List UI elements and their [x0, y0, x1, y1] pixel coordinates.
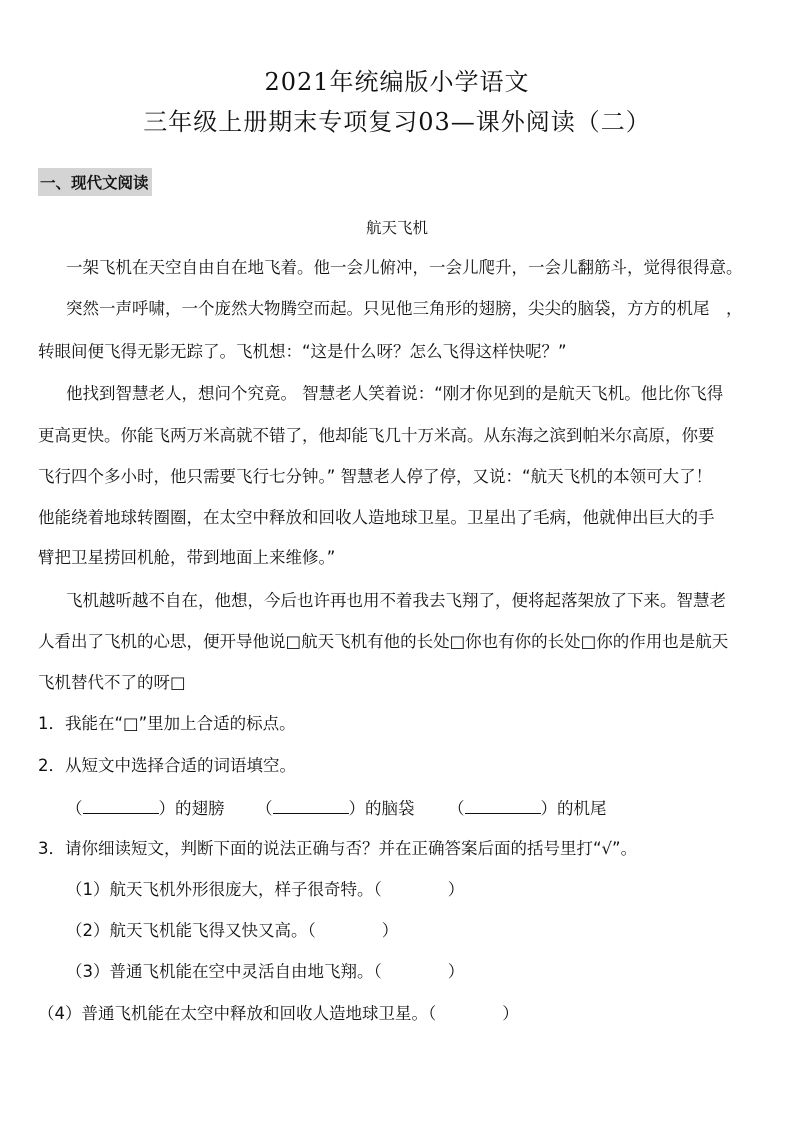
fill-blank-item: （ ）的机尾 [448, 799, 607, 818]
story-line: 他找到智慧老人，想问个究竟。 智慧老人笑着说：“刚才你见到的是航天飞机。他比你飞得 [66, 384, 724, 403]
document-title-line2: 三年级上册期末专项复习03—课外阅读（二） [143, 108, 651, 136]
story-line: 臂把卫星捞回机舱，带到地面上来维修。” [38, 548, 336, 567]
story-line: 飞机替代不了的呀□ [38, 673, 186, 692]
story-line: 突然一声呼啸，一个庞然大物腾空而起。只见他三角形的翅膀，尖尖的脑袋，方方的机尾 ， [66, 299, 743, 318]
question-1: 1．我能在“□”里加上合适的标点。 [38, 714, 296, 733]
story-line: 更高更快。你能飞两万米高就不错了，他却能飞几十万米高。从东海之滨到帕米尔高原，你要 [38, 426, 715, 445]
judgement-item[interactable]: （2）航天飞机能飞得又快又高。（ ） [66, 921, 399, 940]
fill-blank-item: （ ）的翅膀 [66, 799, 225, 818]
question-3: 3．请你细读短文，判断下面的说法正确与否？并在正确答案后面的括号里打“√”。 [38, 839, 638, 858]
story-title: 航天飞机 [365, 219, 428, 237]
story-line: 一架飞机在天空自由自在地飞着。他一会儿俯冲，一会儿爬升，一会儿翻筋斗，觉得很得意。 [66, 258, 743, 277]
judgement-item[interactable]: （4）普通飞机能在太空中释放和回收人造地球卫星。（ ） [38, 1004, 519, 1023]
answer-blank[interactable] [83, 797, 159, 814]
story-line: 转眼间便飞得无影无踪了。飞机想：“这是什么呀？怎么飞得这样快呢？” [38, 342, 567, 361]
answer-blank[interactable] [465, 797, 541, 814]
story-line: 飞机越听越不自在，他想，今后也许再也用不着我去飞翔了，便将起落架放了下来。智慧老 [66, 591, 726, 610]
answer-blank[interactable] [273, 797, 349, 814]
story-line: 他能绕着地球转圈圈，在太空中释放和回收人造地球卫星。卫星出了毛病，他就伸出巨大的手 [38, 508, 715, 527]
document-title-line1: 2021年统编版小学语文 [264, 68, 530, 96]
question-2: 2．从短文中选择合适的词语填空。 [38, 756, 296, 775]
section-heading: 一、现代文阅读 [38, 168, 152, 196]
judgement-item[interactable]: （3）普通飞机能在空中灵活自由地飞翔。（ ） [66, 962, 465, 981]
fill-blank-item: （ ）的脑袋 [256, 799, 415, 818]
story-line: 人看出了飞机的心思，便开导他说□航天飞机有他的长处□你也有你的长处□你的作用也是航天 [38, 632, 729, 651]
story-line: 飞行四个多小时，他只需要飞行七分钟。” 智慧老人停了停，又说：“航天飞机的本领可大了！ [38, 467, 713, 486]
judgement-item[interactable]: （1）航天飞机外形很庞大，样子很奇特。（ ） [66, 880, 465, 899]
